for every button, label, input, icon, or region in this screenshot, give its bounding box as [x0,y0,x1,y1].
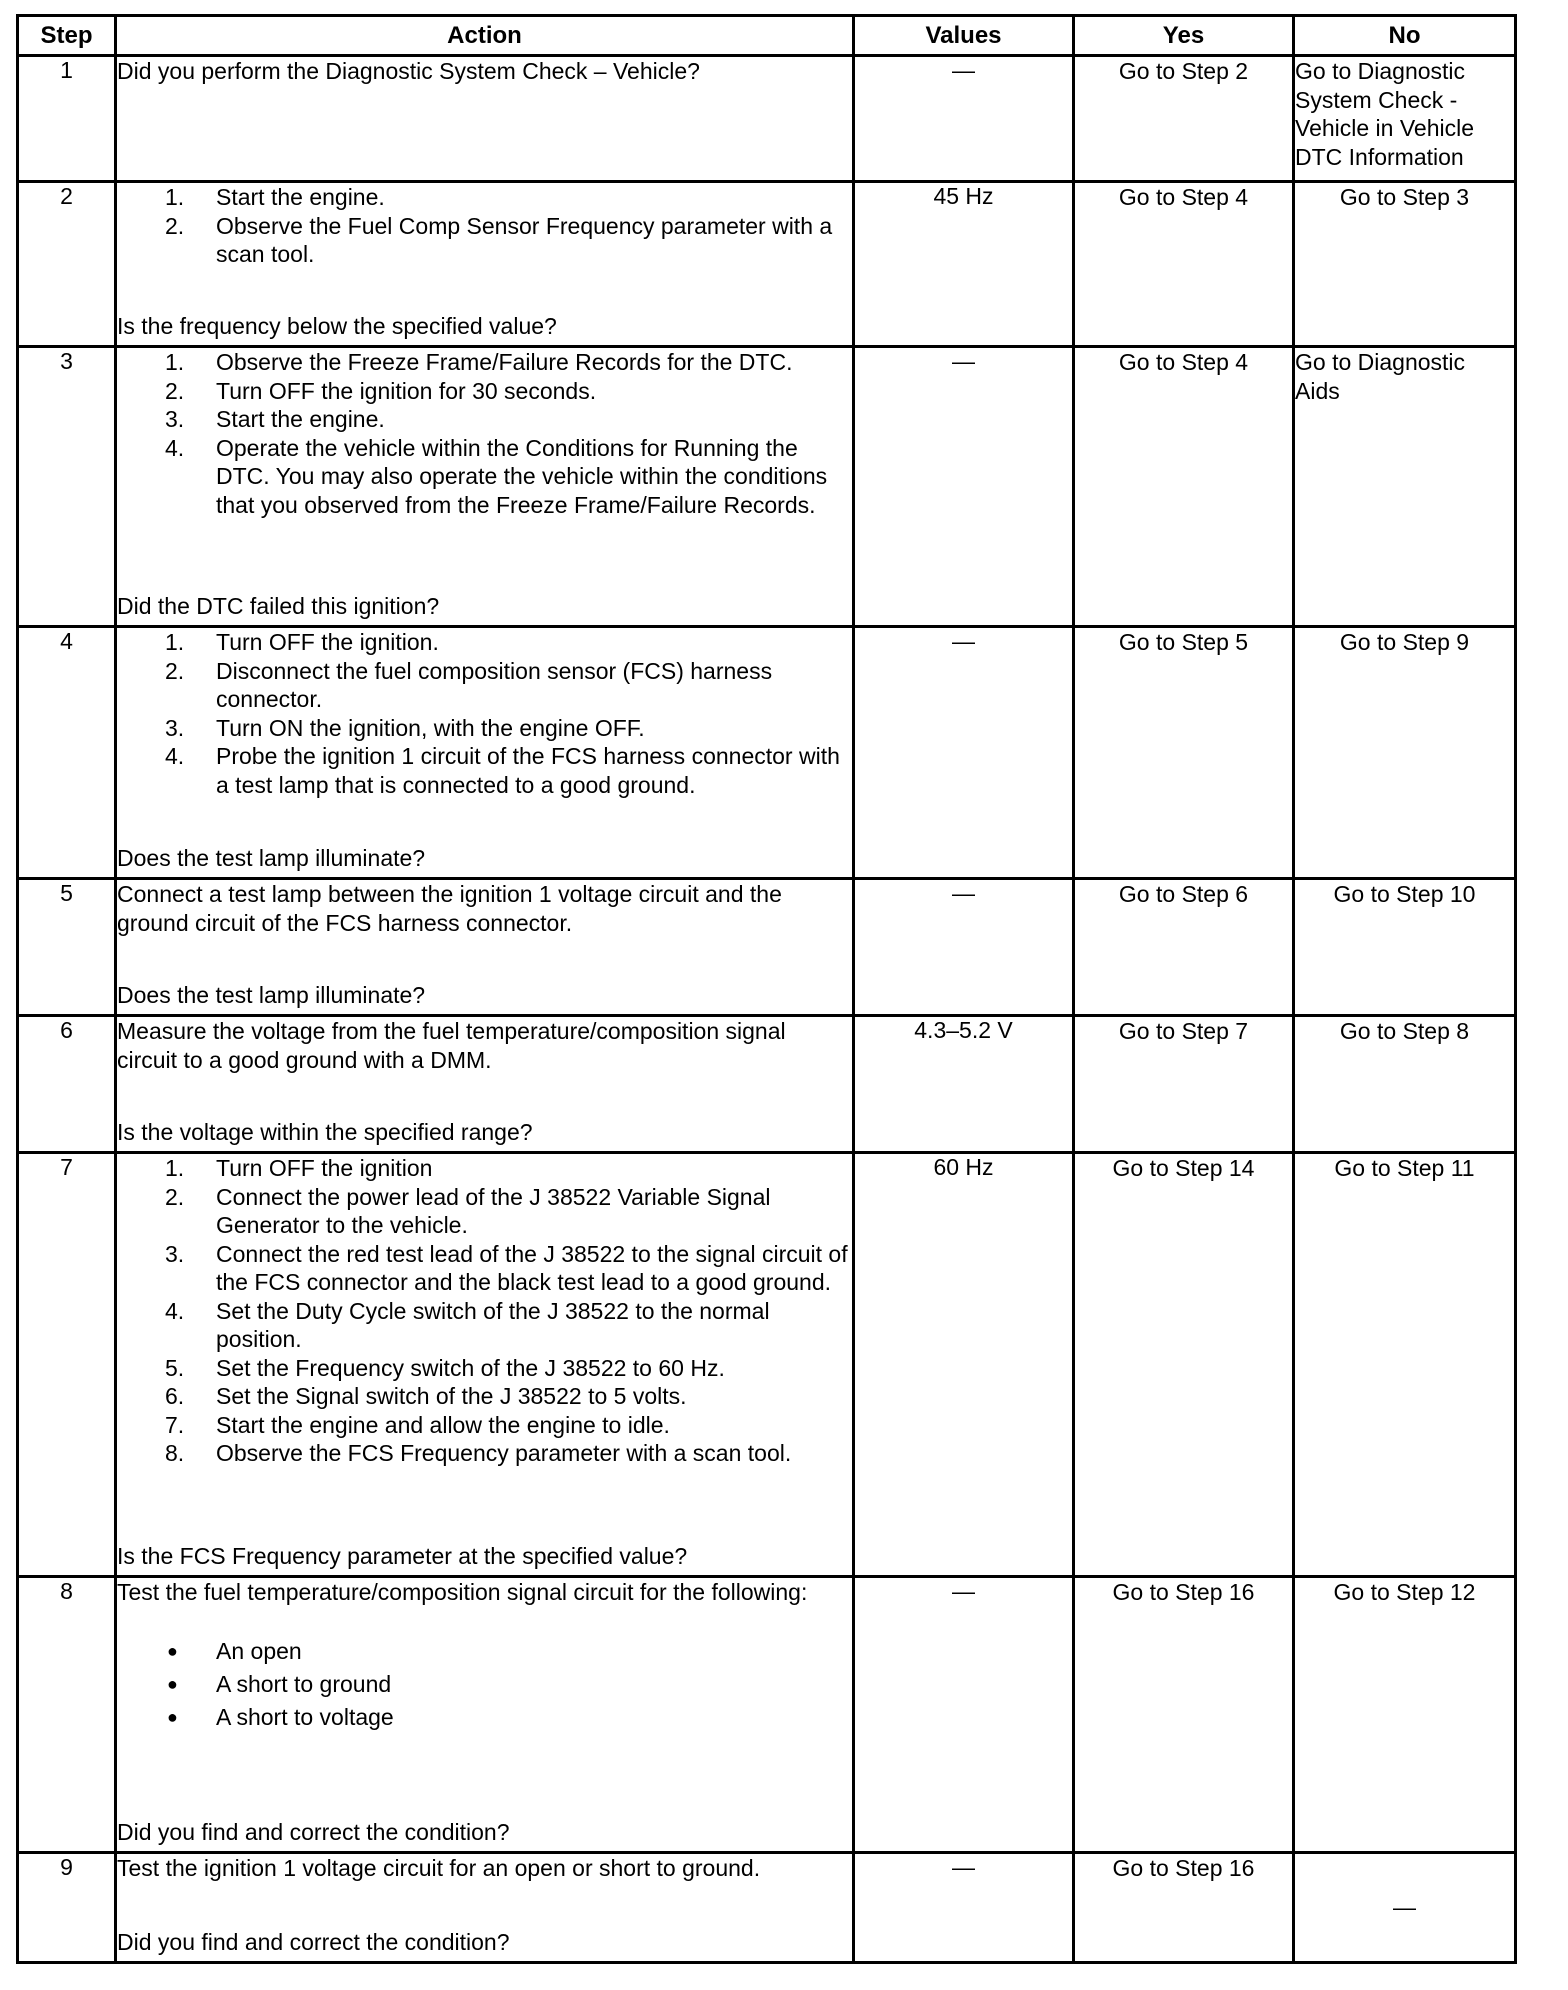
action-intro: Connect a test lamp between the ignition 1 voltage circuit and the ground circuit of the FCS harness connector. [117,881,782,936]
action-cell [116,182,854,347]
value-cell: 45 Hz [854,182,1074,347]
value-cell: — [854,1577,1074,1853]
action-question: Did you find and correct the condition? [117,1818,510,1845]
action-step-text: Operate the vehicle within the Conditions for Running the DTC. You may also operate the vehicle within the conditions that you observed from the Freeze Frame/Failure Records. [216,434,828,518]
action-step-item [117,1240,852,1297]
action-content [117,628,852,872]
header-no: No [1294,16,1516,56]
yes-cell [1074,1853,1294,1963]
action-instructions [117,1854,852,1883]
action-step-text: Observe the FCS Frequency parameter with a scan tool. [216,1440,792,1466]
action-step-text: Disconnect the fuel composition sensor (FCS) harness connector. [216,657,773,712]
action-step-number: 4. [165,743,185,769]
table-row [18,1153,1516,1577]
action-step-text: Start the engine. [216,184,385,210]
yes-cell [1074,1577,1294,1853]
action-instructions [117,1017,852,1074]
step-number: 9 [18,1853,116,1963]
action-step-item [117,1354,852,1383]
action-step-number: 5. [165,1354,185,1381]
action-step-item [117,1382,852,1411]
yes-goto: Go to Step 7 [1118,1018,1249,1044]
yes-cell [1074,56,1294,182]
header-values: Values [854,16,1074,56]
no-cell [1294,1853,1516,1963]
action-instructions [117,348,852,519]
action-step-number: 3. [165,714,185,741]
action-intro: Did you perform the Diagnostic System Check – Vehicle? [117,58,700,84]
action-step-list [117,1154,852,1468]
yes-goto: Go to Step 6 [1118,881,1249,907]
action-step-text: Turn OFF the ignition [216,1155,433,1181]
action-bullet-text: A short to ground [216,1670,392,1697]
action-step-item [117,628,852,657]
action-step-item [117,657,852,714]
yes-goto: Go to Step 14 [1112,1155,1255,1181]
action-content [117,183,852,340]
action-intro: Test the ignition 1 voltage circuit for an open or short to ground. [117,1855,761,1881]
action-step-text: Connect the power lead of the J 38522 Variable Signal Generator to the vehicle. [216,1183,771,1238]
table-row [18,1853,1516,1963]
yes-goto: Go to Step 4 [1118,184,1249,210]
action-step-text: Set the Signal switch of the J 38522 to 5 volts. [216,1383,687,1409]
action-step-text: Probe the ignition 1 circuit of the FCS harness connector with a test lamp that is connected to a good ground. [216,743,840,798]
action-step-text: Turn OFF the ignition. [216,629,439,655]
action-step-number: 3. [165,406,185,432]
no-goto: Go to Diagnostic Aids [1295,349,1466,404]
action-bullet-item [117,1668,852,1701]
header-step: Step [18,16,116,56]
action-step-text: Start the engine and allow the engine to idle. [216,1411,670,1438]
action-question: Is the frequency below the specified value? [117,312,557,339]
action-step-text: Set the Frequency switch of the J 38522 to 60 Hz. [216,1354,725,1381]
action-question: Is the voltage within the specified range? [117,1118,533,1145]
action-step-item [117,212,852,269]
action-step-list [117,628,852,799]
action-step-item [117,405,852,434]
table-row [18,1577,1516,1853]
step-number: 5 [18,879,116,1016]
action-step-item [117,714,852,743]
action-cell [116,1577,854,1853]
action-step-number: 2. [165,1183,185,1210]
action-step-number: 1. [165,349,185,375]
action-step-list [117,183,852,269]
action-content [117,1154,852,1570]
no-goto: Go to Step 3 [1339,184,1470,210]
no-goto: Go to Step 10 [1333,881,1476,907]
action-step-item [117,183,852,212]
action-bullet-text: A short to voltage [216,1703,394,1730]
no-cell [1294,1153,1516,1577]
action-step-list [117,348,852,519]
bullet-icon: ● [167,1673,178,1694]
header-action: Action [116,16,854,56]
action-step-number: 4. [165,434,185,461]
action-step-number: 2. [165,212,185,239]
no-cell [1294,1577,1516,1853]
bullet-icon: ● [167,1640,178,1661]
action-instructions [117,880,852,937]
value-cell: — [854,879,1074,1016]
action-step-text: Turn ON the ignition, with the engine OFF. [216,714,645,741]
value-cell: — [854,347,1074,627]
yes-goto: Go to Step 16 [1112,1579,1255,1605]
action-step-number: 4. [165,1297,185,1324]
action-question: Does the test lamp illuminate? [117,981,426,1008]
action-question: Did you find and correct the condition? [117,1928,510,1955]
no-goto: Go to Step 9 [1339,629,1470,655]
table-row [18,879,1516,1016]
yes-goto: Go to Step 2 [1118,58,1249,84]
action-step-text: Turn OFF the ignition for 30 seconds. [216,377,597,404]
value-cell: 4.3–5.2 V [854,1016,1074,1153]
action-step-text: Observe the Freeze Frame/Failure Records for the DTC. [216,349,793,375]
no-cell [1294,56,1516,182]
action-step-number: 2. [165,657,185,684]
action-bullet-text: An open [216,1637,302,1664]
action-cell [116,879,854,1016]
step-number: 7 [18,1153,116,1577]
action-content [117,57,852,175]
no-cell [1294,879,1516,1016]
action-intro: Test the fuel temperature/composition signal circuit for the following: [117,1579,808,1605]
step-number: 3 [18,347,116,627]
no-goto: Go to Diagnostic System Check - Vehicle in Vehicle DTC Information [1295,58,1475,170]
no-cell [1294,627,1516,879]
step-number: 2 [18,182,116,347]
step-number: 6 [18,1016,116,1153]
action-step-item [117,348,852,377]
action-bullet-item [117,1701,852,1734]
step-number: 1 [18,56,116,182]
yes-goto: Go to Step 16 [1112,1855,1255,1881]
action-step-number: 6. [165,1383,185,1409]
action-step-item [117,742,852,799]
yes-cell [1074,1153,1294,1577]
action-cell [116,1016,854,1153]
action-step-item [117,1297,852,1354]
action-step-text: Start the engine. [216,406,385,432]
yes-goto: Go to Step 5 [1118,629,1249,655]
action-step-number: 1. [165,184,185,210]
action-instructions [117,183,852,269]
action-bullet-list [117,1635,852,1734]
action-cell [116,627,854,879]
value-cell: 60 Hz [854,1153,1074,1577]
action-step-number: 8. [165,1440,185,1466]
bullet-icon: ● [167,1706,178,1727]
action-step-number: 1. [165,629,185,655]
action-step-number: 2. [165,377,185,404]
no-goto: — [1393,1894,1416,1921]
value-cell: — [854,1853,1074,1963]
no-cell [1294,347,1516,627]
action-bullet-item [117,1635,852,1668]
action-question: Is the FCS Frequency parameter at the specified value? [117,1542,688,1569]
action-step-item [117,377,852,406]
action-content [117,880,852,1009]
yes-cell [1074,347,1294,627]
no-goto: Go to Step 8 [1339,1018,1470,1044]
yes-cell [1074,1016,1294,1153]
action-step-number: 3. [165,1240,185,1267]
action-content [117,1017,852,1146]
value-cell: — [854,627,1074,879]
step-number: 4 [18,627,116,879]
action-content [117,1854,852,1956]
yes-cell [1074,627,1294,879]
action-step-item [117,434,852,520]
step-number: 8 [18,1577,116,1853]
action-cell [116,1153,854,1577]
yes-cell [1074,182,1294,347]
action-cell [116,347,854,627]
diagnostic-table [16,14,1517,1964]
no-cell [1294,182,1516,347]
action-cell [116,1853,854,1963]
action-step-number: 1. [165,1155,185,1181]
table-row [18,182,1516,347]
table-row [18,627,1516,879]
action-instructions [117,628,852,799]
yes-goto: Go to Step 4 [1118,349,1249,375]
action-step-item [117,1154,852,1183]
action-step-item [117,1411,852,1440]
table-row [18,56,1516,182]
table-row [18,1016,1516,1153]
action-step-number: 7. [165,1411,185,1438]
action-step-text: Observe the Fuel Comp Sensor Frequency parameter with a scan tool. [216,212,833,267]
action-question: Does the test lamp illuminate? [117,844,426,871]
action-question: Did the DTC failed this ignition? [117,592,440,619]
action-intro: Measure the voltage from the fuel temperature/composition signal circuit to a good ground with a DMM. [117,1018,786,1073]
header-row [18,16,1516,56]
value-cell: — [854,56,1074,182]
yes-cell [1074,879,1294,1016]
action-content [117,348,852,620]
action-step-item [117,1183,852,1240]
action-instructions [117,57,852,86]
no-goto: Go to Step 12 [1333,1579,1476,1605]
action-cell [116,56,854,182]
action-step-text: Set the Duty Cycle switch of the J 38522 to the normal position. [216,1297,770,1352]
no-cell [1294,1016,1516,1153]
action-instructions [117,1154,852,1468]
action-instructions [117,1578,852,1734]
action-step-item [117,1439,852,1468]
no-goto: Go to Step 11 [1334,1155,1475,1181]
action-step-text: Connect the red test lead of the J 38522 to the signal circuit of the FCS connector and the black test lead to a good ground. [216,1240,848,1295]
header-yes: Yes [1074,16,1294,56]
table-row [18,347,1516,627]
action-content [117,1578,852,1846]
